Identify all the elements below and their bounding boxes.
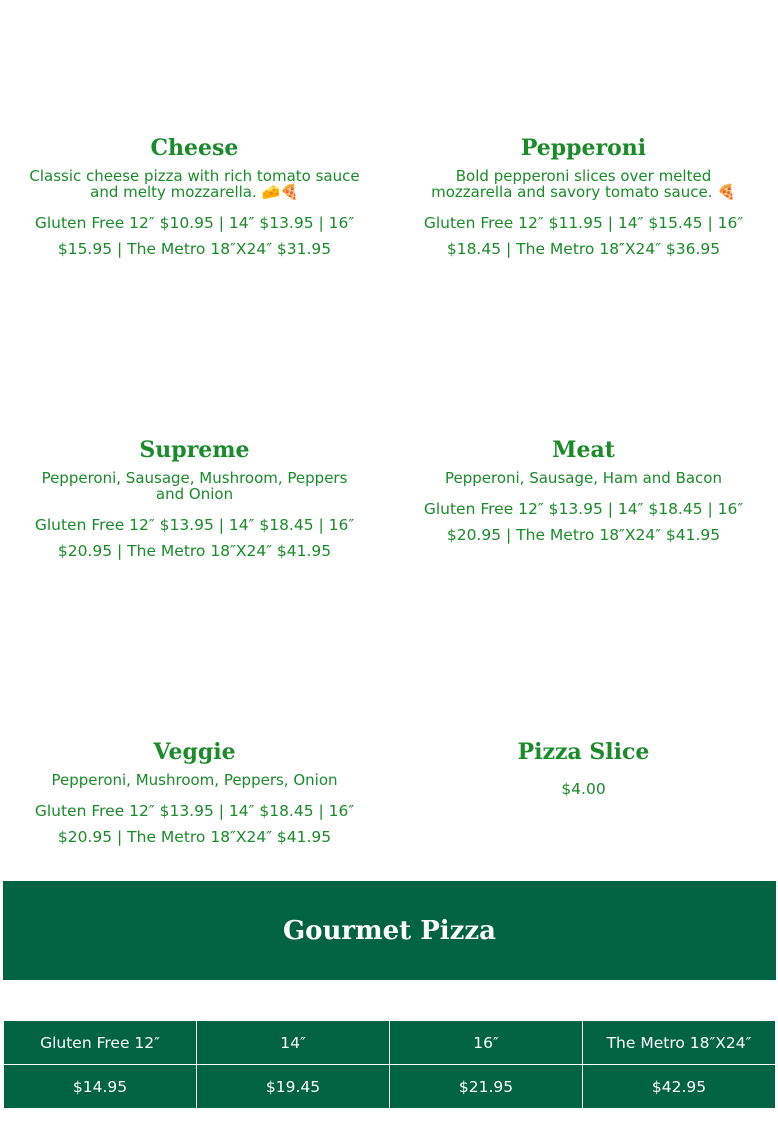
menu-item-pizza-slice xyxy=(389,738,778,802)
gourmet-pizza-banner xyxy=(3,881,776,980)
item-price: Gluten Free 12″ $13.95 | 14″ $18.45 | 16″ $20.95 | The Metro 18″X24″ $41.95 xyxy=(423,500,744,544)
table-cell: $19.45 xyxy=(197,1065,390,1109)
item-title: Cheese xyxy=(150,135,239,161)
menu-item-supreme xyxy=(0,436,389,564)
menu-item-meat xyxy=(389,436,778,548)
item-title: Supreme xyxy=(139,437,250,463)
gourmet-price-table xyxy=(3,1020,776,1109)
table-cell: Gluten Free 12″ xyxy=(4,1021,197,1065)
item-title: Veggie xyxy=(153,739,236,765)
table-row xyxy=(4,1065,776,1109)
table-cell: $14.95 xyxy=(4,1065,197,1109)
table-header-row xyxy=(4,1021,776,1065)
item-description: Pepperoni, Sausage, Ham and Bacon xyxy=(444,469,722,487)
table-cell: $21.95 xyxy=(390,1065,583,1109)
item-price: Gluten Free 12″ $13.95 | 14″ $18.45 | 16″ $20.95 | The Metro 18″X24″ $41.95 xyxy=(34,802,355,846)
item-title: Pizza Slice xyxy=(517,739,650,765)
item-title: Pepperoni xyxy=(520,135,647,161)
item-description: Classic cheese pizza with rich tomato sauce and melty mozzarella. 🧀🍕 xyxy=(29,167,360,201)
item-price: $4.00 xyxy=(561,780,606,798)
table-cell: $42.95 xyxy=(583,1065,776,1109)
table-cell: 16″ xyxy=(390,1021,583,1065)
item-price: Gluten Free 12″ $10.95 | 14″ $13.95 | 16″ $15.95 | The Metro 18″X24″ $31.95 xyxy=(34,214,355,258)
item-description: Pepperoni, Sausage, Mushroom, Peppers and Onion xyxy=(41,469,348,503)
section-title: Gourmet Pizza xyxy=(282,915,497,946)
table-cell: 14″ xyxy=(197,1021,390,1065)
item-description: Bold pepperoni slices over melted mozzarella and savory tomato sauce. 🍕 xyxy=(431,167,736,201)
item-price: Gluten Free 12″ $11.95 | 14″ $15.45 | 16″ $18.45 | The Metro 18″X24″ $36.95 xyxy=(423,214,744,258)
table-cell: The Metro 18″X24″ xyxy=(583,1021,776,1065)
menu-item-veggie xyxy=(0,738,389,850)
menu-item-pepperoni xyxy=(389,134,778,262)
item-description: Pepperoni, Mushroom, Peppers, Onion xyxy=(51,771,338,789)
item-price: Gluten Free 12″ $13.95 | 14″ $18.45 | 16″ $20.95 | The Metro 18″X24″ $41.95 xyxy=(34,516,355,560)
menu-item-cheese xyxy=(0,134,389,262)
item-title: Meat xyxy=(552,437,615,463)
